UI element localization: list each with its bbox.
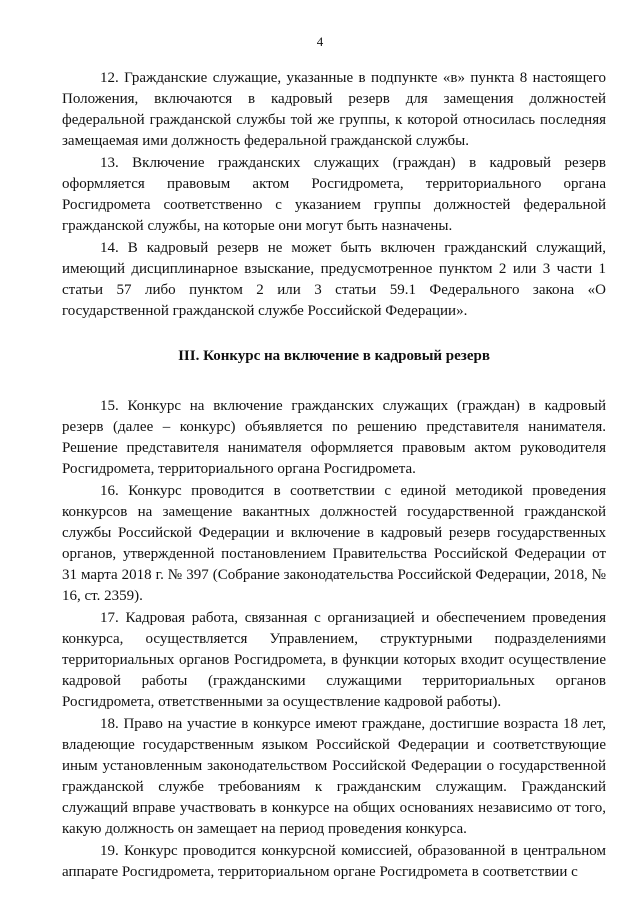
paragraph-12: 12. Гражданские служащие, указанные в подпункте «в» пункта 8 настоящего Положения, включаются в кадровый резерв для замещения должностей федеральной гражданской службы той же группы, к которой относилась последняя замещаемая ими должность федеральной гражданской службы. xyxy=(62,70,606,149)
paragraph-13: 13. Включение гражданских служащих (граждан) в кадровый резерв оформляется правовым актом Росгидромета, территориального органа Росгидромета соответственно с указанием группы должностей федеральной гражданской службы, на которые они могут быть назначены. xyxy=(62,155,606,234)
page-number: 4 xyxy=(316,34,324,49)
paragraph-19: 19. Конкурс проводится конкурсной комиссией, образованной в центральном аппарате Росгидромета, территориальном органе Росгидромета в соответствии с xyxy=(62,843,606,880)
section-heading: III. Конкурс на включение в кадровый резерв xyxy=(178,348,490,364)
paragraph-14: 14. В кадровый резерв не может быть включен гражданский служащий, имеющий дисциплинарное взыскание, предусмотренное пунктом 2 или 3 части 1 статьи 57 либо пунктом 2 или 3 статьи 59.1 Федерального закона «О государственной гражданской службе Российской Федерации». xyxy=(62,240,606,319)
paragraph-17: 17. Кадровая работа, связанная с организацией и обеспечением проведения конкурса, осуществляется Управлением, структурными подразделениями территориальных органов Росгидромета, в функции которых входит осуществление кадровой работы (гражданскими служащими территориальных органов Росгидромета, ответственными за осуществление кадровой работы). xyxy=(62,610,606,710)
paragraph-15: 15. Конкурс на включение гражданских служащих (граждан) в кадровый резерв (далее – конкурс) объявляется по решению представителя нанимателя. Решение представителя нанимателя оформляется правовым актом руководителя Росгидромета, территориального органа Росгидромета. xyxy=(62,398,606,477)
paragraph-18: 18. Право на участие в конкурсе имеют граждане, достигшие возраста 18 лет, владеющие государственным языком Российской Федерации и соответствующие иным установленным законодательством Российской Федерации о государственной гражданской службе требованиям к гражданским служащим. Гражданский служащий вправе участвовать в конкурсе на общих основаниях независимо от того, какую должность он замещает на период проведения конкурса. xyxy=(62,716,606,837)
document-body xyxy=(62,68,606,884)
paragraph-16: 16. Конкурс проводится в соответствии с единой методикой проведения конкурсов на замещение вакантных должностей государственной гражданской службы Российской Федерации и включение в кадровый резерв государственных органов, утвержденной постановлением Правительства Российской Федерации от 31 марта 2018 г. № 397 (Собрание законодательства Российской Федерации, 2018, № 16, ст. 2359). xyxy=(62,483,606,604)
